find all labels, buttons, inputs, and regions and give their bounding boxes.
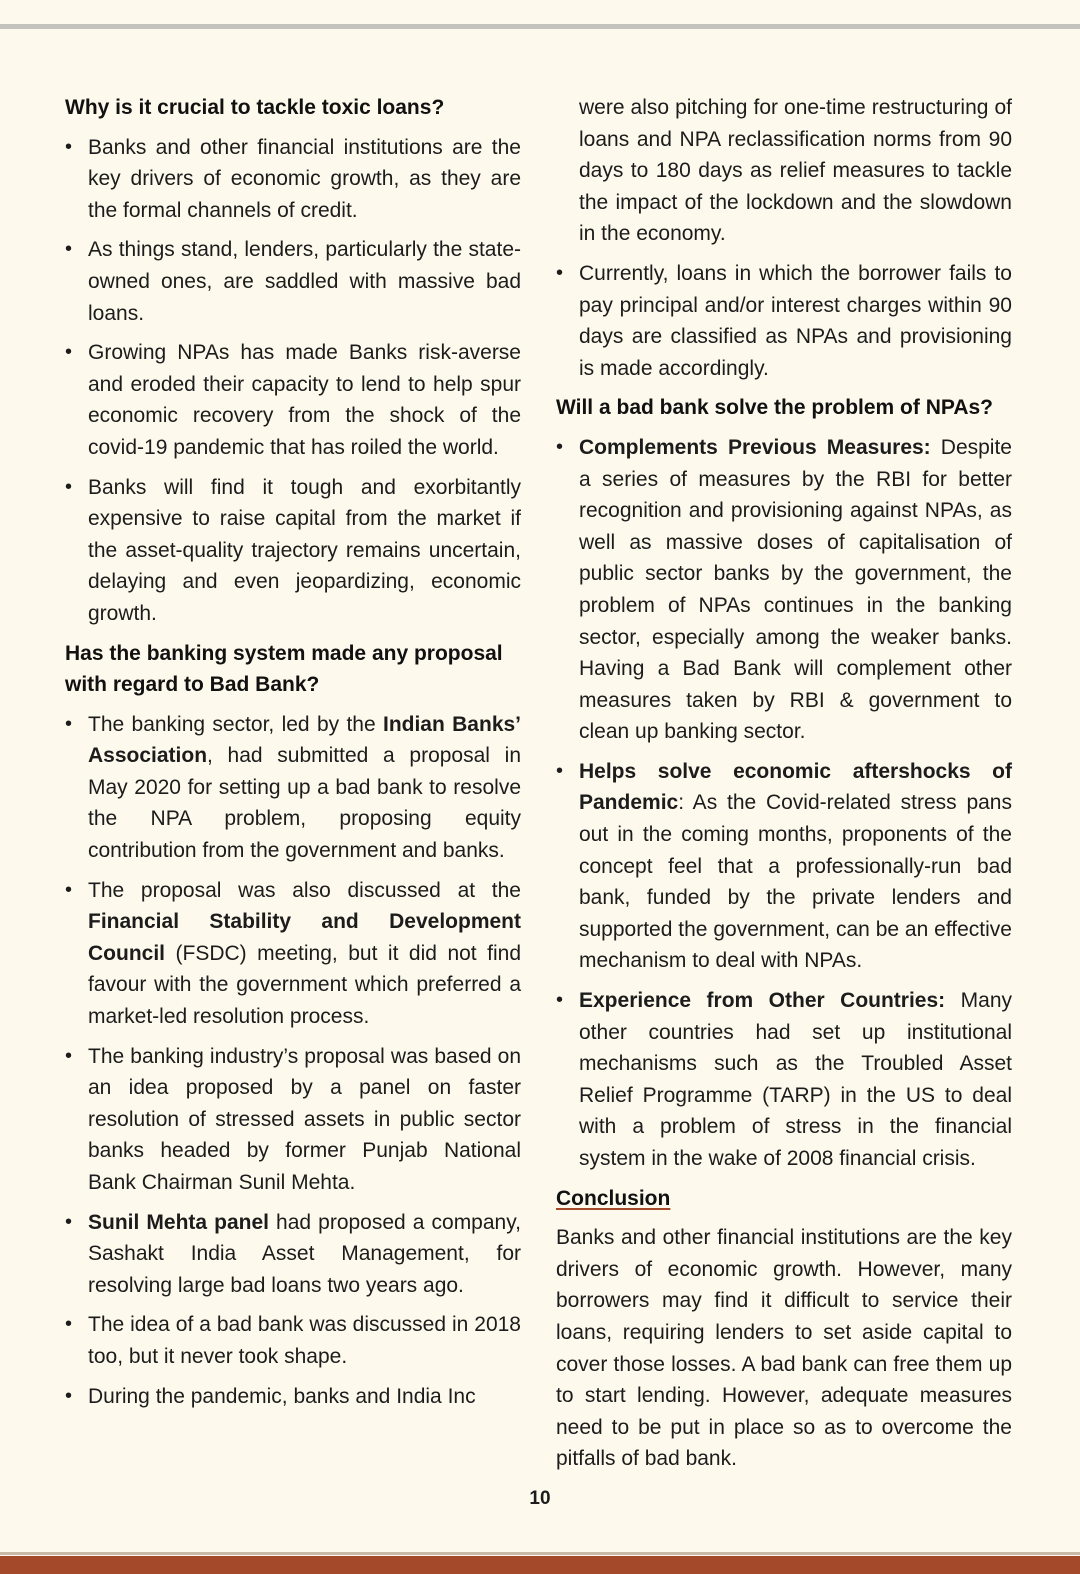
list-item-helps bbox=[556, 756, 1012, 977]
bold-term: Indian Banks’ Association bbox=[88, 712, 522, 768]
list-item-experience bbox=[556, 985, 1012, 1175]
text: : As the Covid-related stress pans out in the coming months, proponents of the concept feel that a professionally-run bad bank, funded by the private lenders and supported the government, can be an effective mechanism to deal with NPAs. bbox=[579, 791, 1012, 973]
right-column bbox=[556, 92, 1012, 1475]
footer-rule bbox=[0, 1552, 1080, 1555]
list-item-fsdc bbox=[65, 875, 521, 1033]
list-item: • Growing NPAs has made Banks risk-averse and eroded their capacity to lend to help spur economic recovery from the shock of the covid-19 pandemic that has roiled the world. bbox=[65, 337, 521, 463]
bold-term: Financial Stability and Development Council bbox=[88, 910, 521, 965]
solve-list bbox=[556, 432, 1012, 1175]
list-item-iba bbox=[65, 709, 521, 867]
list-item: • As things stand, lenders, particularly the state-owned ones, are saddled with massive bad loans. bbox=[65, 234, 521, 329]
heading-toxic-loans: Why is it crucial to tackle toxic loans? bbox=[65, 96, 445, 119]
footer-band bbox=[0, 1556, 1080, 1574]
heading-conclusion: Conclusion bbox=[556, 1186, 671, 1210]
proposal-list bbox=[65, 709, 521, 1412]
heading-bad-bank-solve: Will a bad bank solve the problem of NPAs? bbox=[556, 396, 993, 420]
list-item-pandemic: • During the pandemic, banks and India Inc bbox=[65, 1381, 521, 1413]
list-item: • Banks will find it tough and exorbitantly expensive to raise capital from the market if the asset-quality trajectory remains uncertain, delaying and even jeopardizing, economic growth. bbox=[65, 472, 521, 630]
page-number: 10 bbox=[529, 1488, 551, 1509]
text: (FSDC) meeting, but it did not find favour with the government which preferred a market-led resolution process. bbox=[88, 941, 521, 1029]
list-item-2018: • The idea of a bad bank was discussed in 2018 too, but it never took shape. bbox=[65, 1309, 521, 1372]
top-rule bbox=[0, 24, 1080, 29]
bold-term: Complements Previous Measures: bbox=[579, 435, 931, 459]
text: Despite a series of measures by the RBI for better recognition and provisioning against NPAs, as well as massive doses of capitalisation of public sector banks by the government, the problem of NPAs continues in the banking sector, especially among the weaker banks. Having a Bad Bank will complement other measures taken by RBI & government to clean up banking sector. bbox=[579, 435, 1012, 744]
text: Many other countries had set up institutional mechanisms such as the Troubled Asset Relief Programme (TARP) in the US to deal with a problem of stress in the financial system in the wake of 2008 financial crisis. bbox=[579, 989, 1012, 1170]
toxic-loans-list bbox=[65, 132, 521, 630]
text: , had submitted a proposal in May 2020 for setting up a bad bank to resolve the NPA problem, proposing equity contribution from the government and banks. bbox=[88, 744, 521, 863]
bold-term: Experience from Other Countries: bbox=[579, 989, 946, 1013]
list-item-mehta bbox=[65, 1207, 521, 1302]
list-item: • Banks and other financial institutions are the key drivers of economic growth, as they are the formal channels of credit. bbox=[65, 132, 521, 227]
text: had proposed a company, Sashakt India Asset Management, for resolving large bad loans two years ago. bbox=[88, 1210, 521, 1297]
bold-term: Sunil Mehta panel bbox=[88, 1210, 269, 1234]
text: The proposal was also discussed at the bbox=[88, 878, 521, 902]
bold-term: Helps solve economic aftershocks of Pandemic bbox=[579, 759, 1012, 815]
continued-list bbox=[556, 92, 1012, 384]
left-column bbox=[65, 92, 521, 1420]
list-item-currently: • Currently, loans in which the borrower fails to pay principal and/or interest charges within 90 days are classified as NPAs and provisioning is made accordingly. bbox=[556, 258, 1012, 384]
text: The banking sector, led by the bbox=[88, 712, 383, 736]
conclusion-paragraph: Banks and other financial institutions are the key drivers of economic growth. However, many borrowers may find it difficult to service their loans, requiring lenders to set aside capital to cover those losses. A bad bank can free them up to start lending. However, adequate measures need to be put in place so as to overcome the pitfalls of bad bank. bbox=[556, 1226, 1012, 1471]
list-item-continued: were also pitching for one-time restructuring of loans and NPA reclassification norms from 90 days to 180 days as relief measures to tackle the impact of the lockdown and the slowdown in the economy. bbox=[579, 96, 1012, 246]
heading-proposal: Has the banking system made any proposal with regard to Bad Bank? bbox=[65, 641, 503, 697]
list-item-industry: • The banking industry’s proposal was based on an idea proposed by a panel on faster resolution of stressed assets in public sector banks headed by former Punjab National Bank Chairman Sunil Mehta. bbox=[65, 1041, 521, 1199]
list-item-complements bbox=[556, 432, 1012, 748]
